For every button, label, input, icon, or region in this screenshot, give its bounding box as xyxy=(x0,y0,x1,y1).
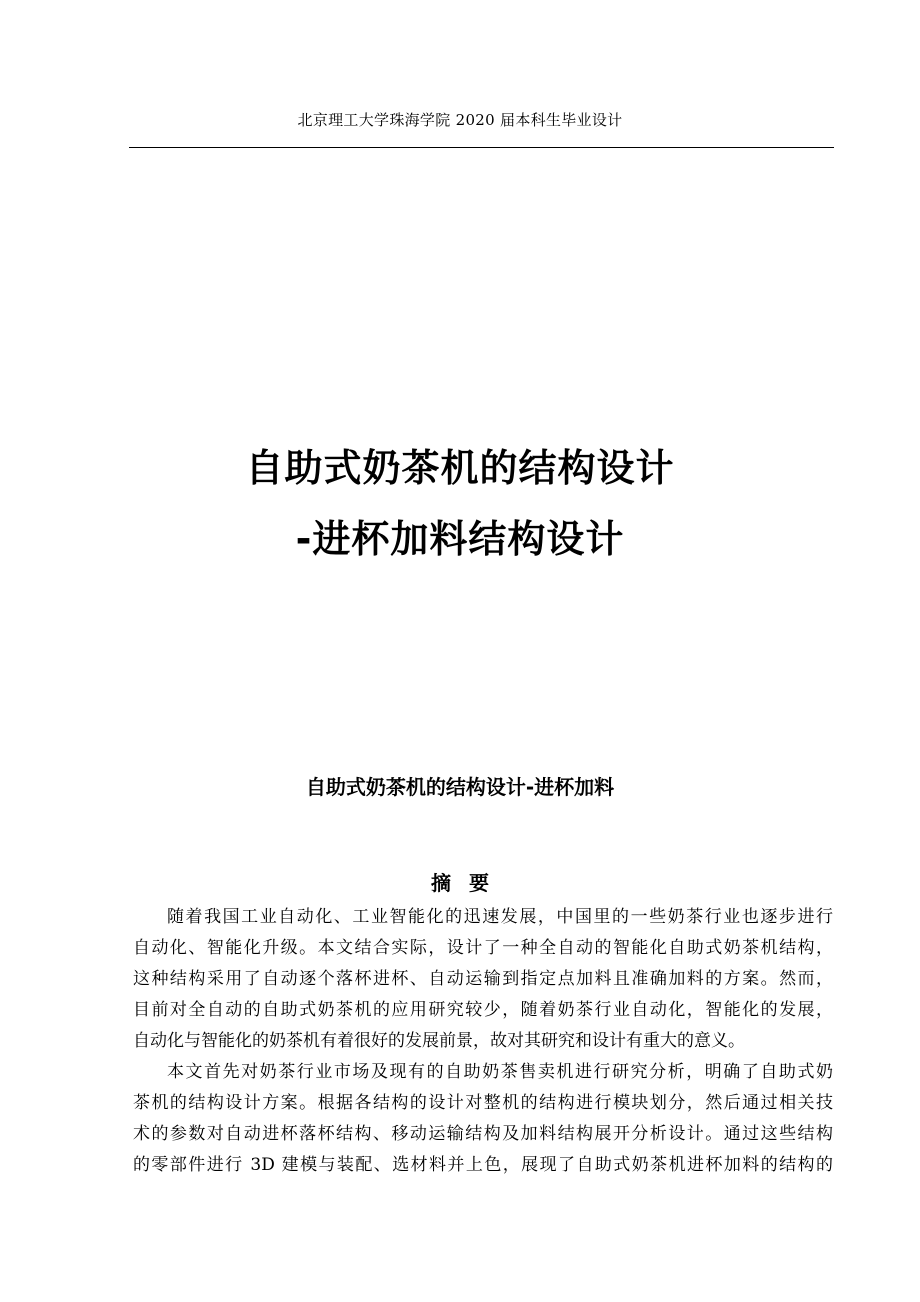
abstract-line: 术的参数对自动进杯落杯结构、移动运输结构及加料结构展开分析设计。通过这些结构 xyxy=(133,1124,833,1144)
abstract-line: 这种结构采用了自动逐个落杯进杯、自动运输到指定点加料且准确加料的方案。然而， xyxy=(133,969,833,989)
abstract-line: 自动化、智能化升级。本文结合实际，设计了一种全自动的智能化自助式奶茶机结构， xyxy=(133,938,833,958)
abstract-title: 自助式奶茶机的结构设计-进杯加料 xyxy=(305,775,615,799)
abstract-line: 自动化与智能化的奶茶机有着很好的发展前景，故对其研究和设计有重大的意义。 xyxy=(133,1031,745,1051)
abstract-heading: 摘要 xyxy=(431,871,507,895)
abstract-line: 随着我国工业自动化、工业智能化的迅速发展，中国里的一些奶茶行业也逐步进行 xyxy=(167,907,833,927)
header-divider xyxy=(129,147,834,148)
thesis-title-line-1: 自助式奶茶机的结构设计 xyxy=(245,446,675,490)
abstract-line: 本文首先对奶茶行业市场及现有的自助奶茶售卖机进行研究分析，明确了自助式奶 xyxy=(167,1062,833,1082)
abstract-line: 茶机的结构设计方案。根据各结构的设计对整机的结构进行模块划分，然后通过相关技 xyxy=(133,1093,833,1113)
page-header: 北京理工大学珠海学院 2020 届本科生毕业设计 xyxy=(297,111,623,129)
thesis-title-line-2: -进杯加料结构设计 xyxy=(295,517,625,561)
abstract-line: 的零部件进行 3D 建模与装配、选材料并上色，展现了自助式奶茶机进杯加料的结构的 xyxy=(133,1155,833,1175)
abstract-line: 目前对全自动的自助式奶茶机的应用研究较少，随着奶茶行业自动化，智能化的发展， xyxy=(133,1000,833,1020)
